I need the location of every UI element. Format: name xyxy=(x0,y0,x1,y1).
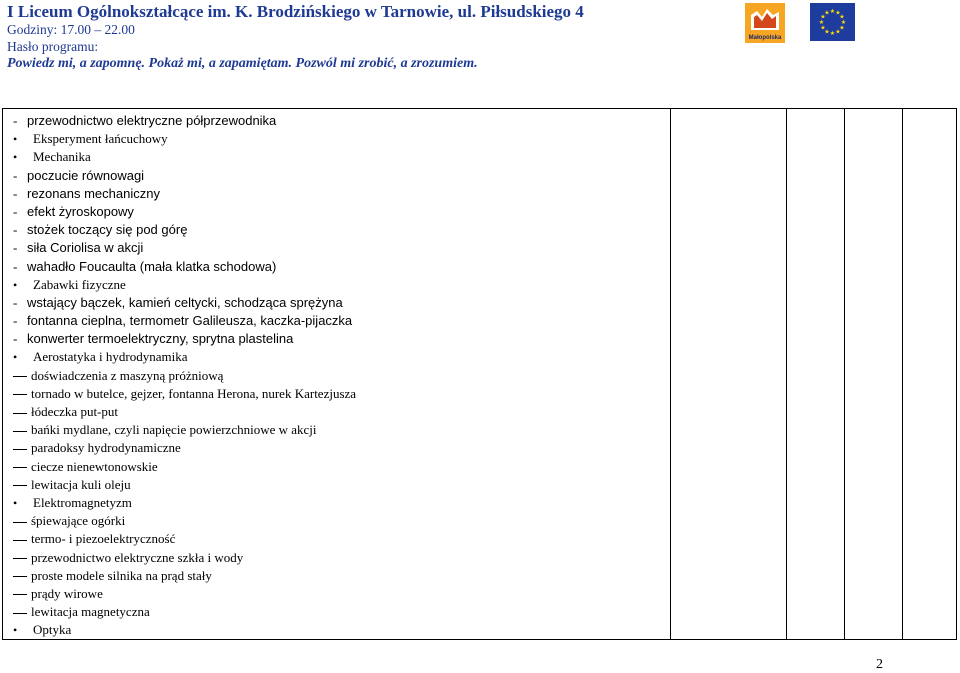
topics-cell xyxy=(3,109,671,640)
bullet-marker-icon xyxy=(13,348,33,366)
list-item-text: bańki mydlane, czyli napięcie powierzchniowe w akcji xyxy=(31,422,317,438)
list-item xyxy=(13,112,670,130)
opening-hours: Godziny: 17.00 – 22.00 xyxy=(7,22,135,37)
dash-marker-icon xyxy=(13,549,27,567)
eu-star-icon: ★ xyxy=(835,29,841,36)
hyphen-marker-icon: - xyxy=(13,113,18,128)
eu-star-icon: ★ xyxy=(820,25,826,32)
schedule-table xyxy=(2,108,957,640)
dash-marker-icon xyxy=(13,403,27,421)
dash-marker-icon xyxy=(13,476,27,494)
list-item-text: poczucie równowagi xyxy=(27,167,145,183)
list-item-text: Eksperyment łańcuchowy xyxy=(33,131,168,147)
hyphen-marker-icon: - xyxy=(13,222,18,238)
list-item xyxy=(13,239,670,257)
list-item xyxy=(13,130,670,148)
list-item-text: rezonans mechaniczny xyxy=(27,185,160,201)
school-title: I Liceum Ogólnokształcące im. K. Brodzińskiego w Tarnowie, ul. Piłsudskiego 4 xyxy=(7,2,584,21)
empty-cell xyxy=(787,109,845,640)
hyphen-marker-icon: - xyxy=(13,185,18,201)
list-item-text: wstający bączek, kamień celtycki, schodząca sprężyna xyxy=(27,294,343,310)
program-motto: Powiedz mi, a zapomnę. Pokaż mi, a zapamiętam. Pozwól mi zrobić, a zrozumiem. xyxy=(7,56,478,71)
list-item-text: śpiewające ogórki xyxy=(31,513,126,529)
dash-marker-icon xyxy=(13,458,27,476)
dash-marker-icon xyxy=(13,385,27,403)
topics-list xyxy=(3,109,670,639)
list-item xyxy=(13,185,670,203)
list-item xyxy=(13,458,670,476)
list-item-text: termo- i piezoelektryczność xyxy=(31,531,176,547)
list-item xyxy=(13,276,670,294)
eu-star-icon: ★ xyxy=(840,20,847,26)
eu-star-icon: ★ xyxy=(829,9,836,15)
list-item xyxy=(13,494,670,512)
list-item-text: łódeczka put-put xyxy=(31,404,118,419)
eu-star-icon: ★ xyxy=(824,29,830,36)
list-item-text: Zabawki fizyczne xyxy=(33,276,126,292)
list-item xyxy=(13,549,670,567)
list-item-text: Optyka xyxy=(33,622,72,638)
malopolska-logo xyxy=(745,3,785,43)
list-item-text: fontanna cieplna, termometr Galileusza, kaczka-pijaczka xyxy=(27,313,353,329)
table-row xyxy=(3,109,957,640)
list-item-text: przewodnictwo elektryczne szkła i wody xyxy=(31,549,244,565)
list-item xyxy=(13,530,670,548)
hyphen-marker-icon: - xyxy=(13,167,18,183)
hyphen-marker-icon: - xyxy=(13,240,18,256)
eu-star-icon: ★ xyxy=(829,31,836,37)
list-item-text: stożek toczący się pod górę xyxy=(27,222,188,238)
eu-star-icon: ★ xyxy=(824,10,830,17)
list-item xyxy=(13,385,670,403)
bullet-marker-icon xyxy=(13,148,33,166)
list-item xyxy=(13,567,670,585)
eu-star-icon: ★ xyxy=(839,14,845,21)
hyphen-marker-icon: - xyxy=(13,203,18,219)
list-item xyxy=(13,312,670,330)
dash-marker-icon xyxy=(13,603,27,621)
list-item xyxy=(13,512,670,530)
list-item-text: doświadczenia z maszyną próżniową xyxy=(31,367,224,383)
hyphen-marker-icon: - xyxy=(13,294,18,310)
malopolska-emblem-icon xyxy=(745,3,785,43)
bullet-marker-icon xyxy=(13,494,33,512)
list-item-text: ciecze nienewtonowskie xyxy=(31,458,158,474)
list-item-text: prądy wirowe xyxy=(31,585,103,601)
list-item-text: wahadło Foucaulta (mała klatka schodowa) xyxy=(27,258,277,274)
eu-star-icon: ★ xyxy=(820,14,826,21)
eu-stars-icon xyxy=(810,3,855,41)
list-item-text: siła Coriolisa w akcji xyxy=(27,240,144,256)
empty-cell xyxy=(845,109,903,640)
page-number: 2 xyxy=(876,657,883,672)
program-label: Hasło programu: xyxy=(7,39,99,54)
list-item-text: efekt żyroskopowy xyxy=(27,203,134,219)
list-item xyxy=(13,585,670,603)
dash-marker-icon xyxy=(13,567,27,585)
list-item xyxy=(13,258,670,276)
list-item xyxy=(13,476,670,494)
dash-marker-icon xyxy=(13,585,27,603)
hyphen-marker-icon: - xyxy=(13,258,18,274)
list-item-text: paradoksy hydrodynamiczne xyxy=(31,440,181,456)
list-item xyxy=(13,439,670,457)
dash-marker-icon xyxy=(13,512,27,530)
eu-flag-logo xyxy=(810,3,855,41)
dash-marker-icon xyxy=(13,530,27,548)
dash-marker-icon xyxy=(13,367,27,385)
dash-marker-icon xyxy=(13,421,27,439)
list-item-text: konwerter termoelektryczny, sprytna plastelina xyxy=(27,331,294,347)
list-item-text: tornado w butelce, gejzer, fontanna Herona, nurek Kartezjusza xyxy=(31,385,357,401)
list-item xyxy=(13,221,670,239)
list-item xyxy=(13,421,670,439)
list-item xyxy=(13,348,670,366)
empty-cell xyxy=(671,109,787,640)
list-item xyxy=(13,167,670,185)
hyphen-marker-icon: - xyxy=(13,313,18,329)
list-item xyxy=(13,148,670,166)
list-item-text: Aerostatyka i hydrodynamika xyxy=(33,349,188,365)
list-item xyxy=(13,621,670,639)
list-item-text: przewodnictwo elektryczne półprzewodnika xyxy=(27,113,277,128)
bullet-marker-icon xyxy=(13,130,33,148)
list-item xyxy=(13,403,670,421)
list-item xyxy=(13,330,670,348)
list-item xyxy=(13,603,670,621)
list-item-text: lewitacja kuli oleju xyxy=(31,476,131,492)
list-item-text: Mechanika xyxy=(33,149,91,165)
eu-star-icon: ★ xyxy=(839,25,845,32)
eu-star-icon: ★ xyxy=(818,20,825,26)
list-item-text: proste modele silnika na prąd stały xyxy=(31,567,212,583)
document-header xyxy=(7,2,737,72)
list-item-text: lewitacja magnetyczna xyxy=(31,604,150,620)
malopolska-logo-text: Małopolska xyxy=(748,35,782,41)
dash-marker-icon xyxy=(13,439,27,457)
list-item xyxy=(13,367,670,385)
list-item xyxy=(13,294,670,312)
bullet-marker-icon xyxy=(13,621,33,639)
list-item-text: Elektromagnetyzm xyxy=(33,494,132,510)
empty-cell xyxy=(903,109,957,640)
list-item xyxy=(13,203,670,221)
bullet-marker-icon xyxy=(13,276,33,294)
hyphen-marker-icon: - xyxy=(13,331,18,347)
eu-star-icon: ★ xyxy=(835,10,841,17)
